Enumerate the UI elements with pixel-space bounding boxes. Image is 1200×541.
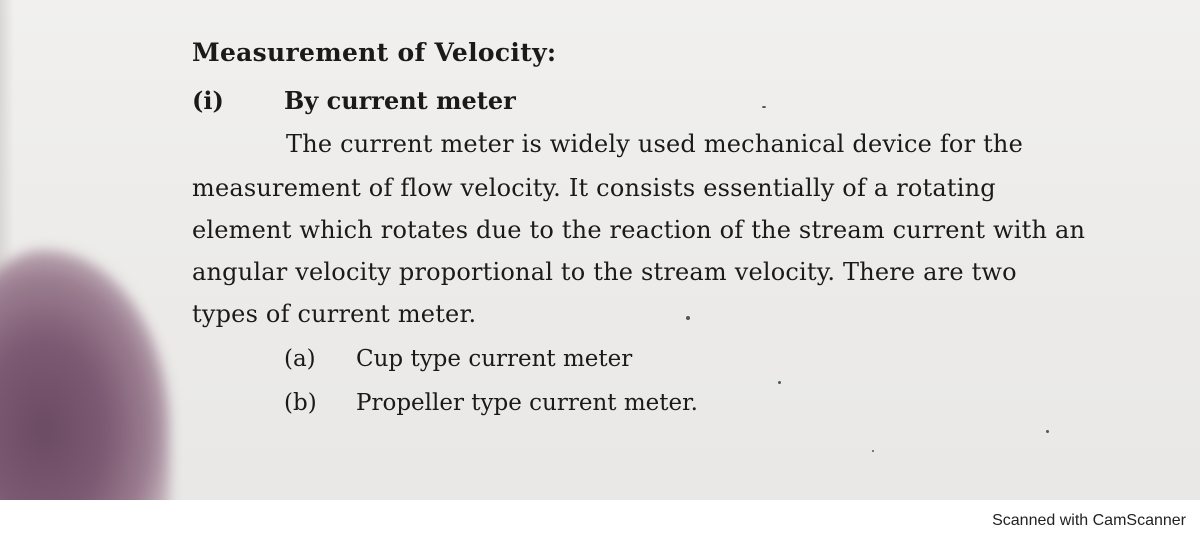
scan-speck — [686, 316, 690, 320]
sub-item-marker: (b) — [284, 390, 317, 416]
paragraph-line: element which rotates due to the reaction of the stream current with an — [192, 216, 1086, 244]
sub-item-text: Propeller type current meter. — [356, 390, 698, 416]
paragraph-line: types of current meter. — [192, 300, 477, 328]
section-heading: Measurement of Velocity: — [192, 38, 557, 67]
scan-speck — [762, 106, 766, 108]
scan-speck — [1046, 430, 1049, 433]
scan-speck — [778, 381, 781, 384]
paragraph-line: measurement of flow velocity. It consists essentially of a rotating — [192, 174, 996, 202]
camscanner-watermark: Scanned with CamScanner — [992, 512, 1186, 529]
scan-speck — [872, 450, 874, 452]
item-marker: (i) — [192, 86, 224, 115]
sub-item-text: Cup type current meter — [356, 346, 633, 372]
paragraph-line: angular velocity proportional to the stream velocity. There are two — [192, 258, 1017, 286]
item-title: By current meter — [284, 86, 516, 115]
paragraph-line: The current meter is widely used mechanical device for the — [286, 130, 1023, 158]
sub-item-marker: (a) — [284, 346, 316, 372]
